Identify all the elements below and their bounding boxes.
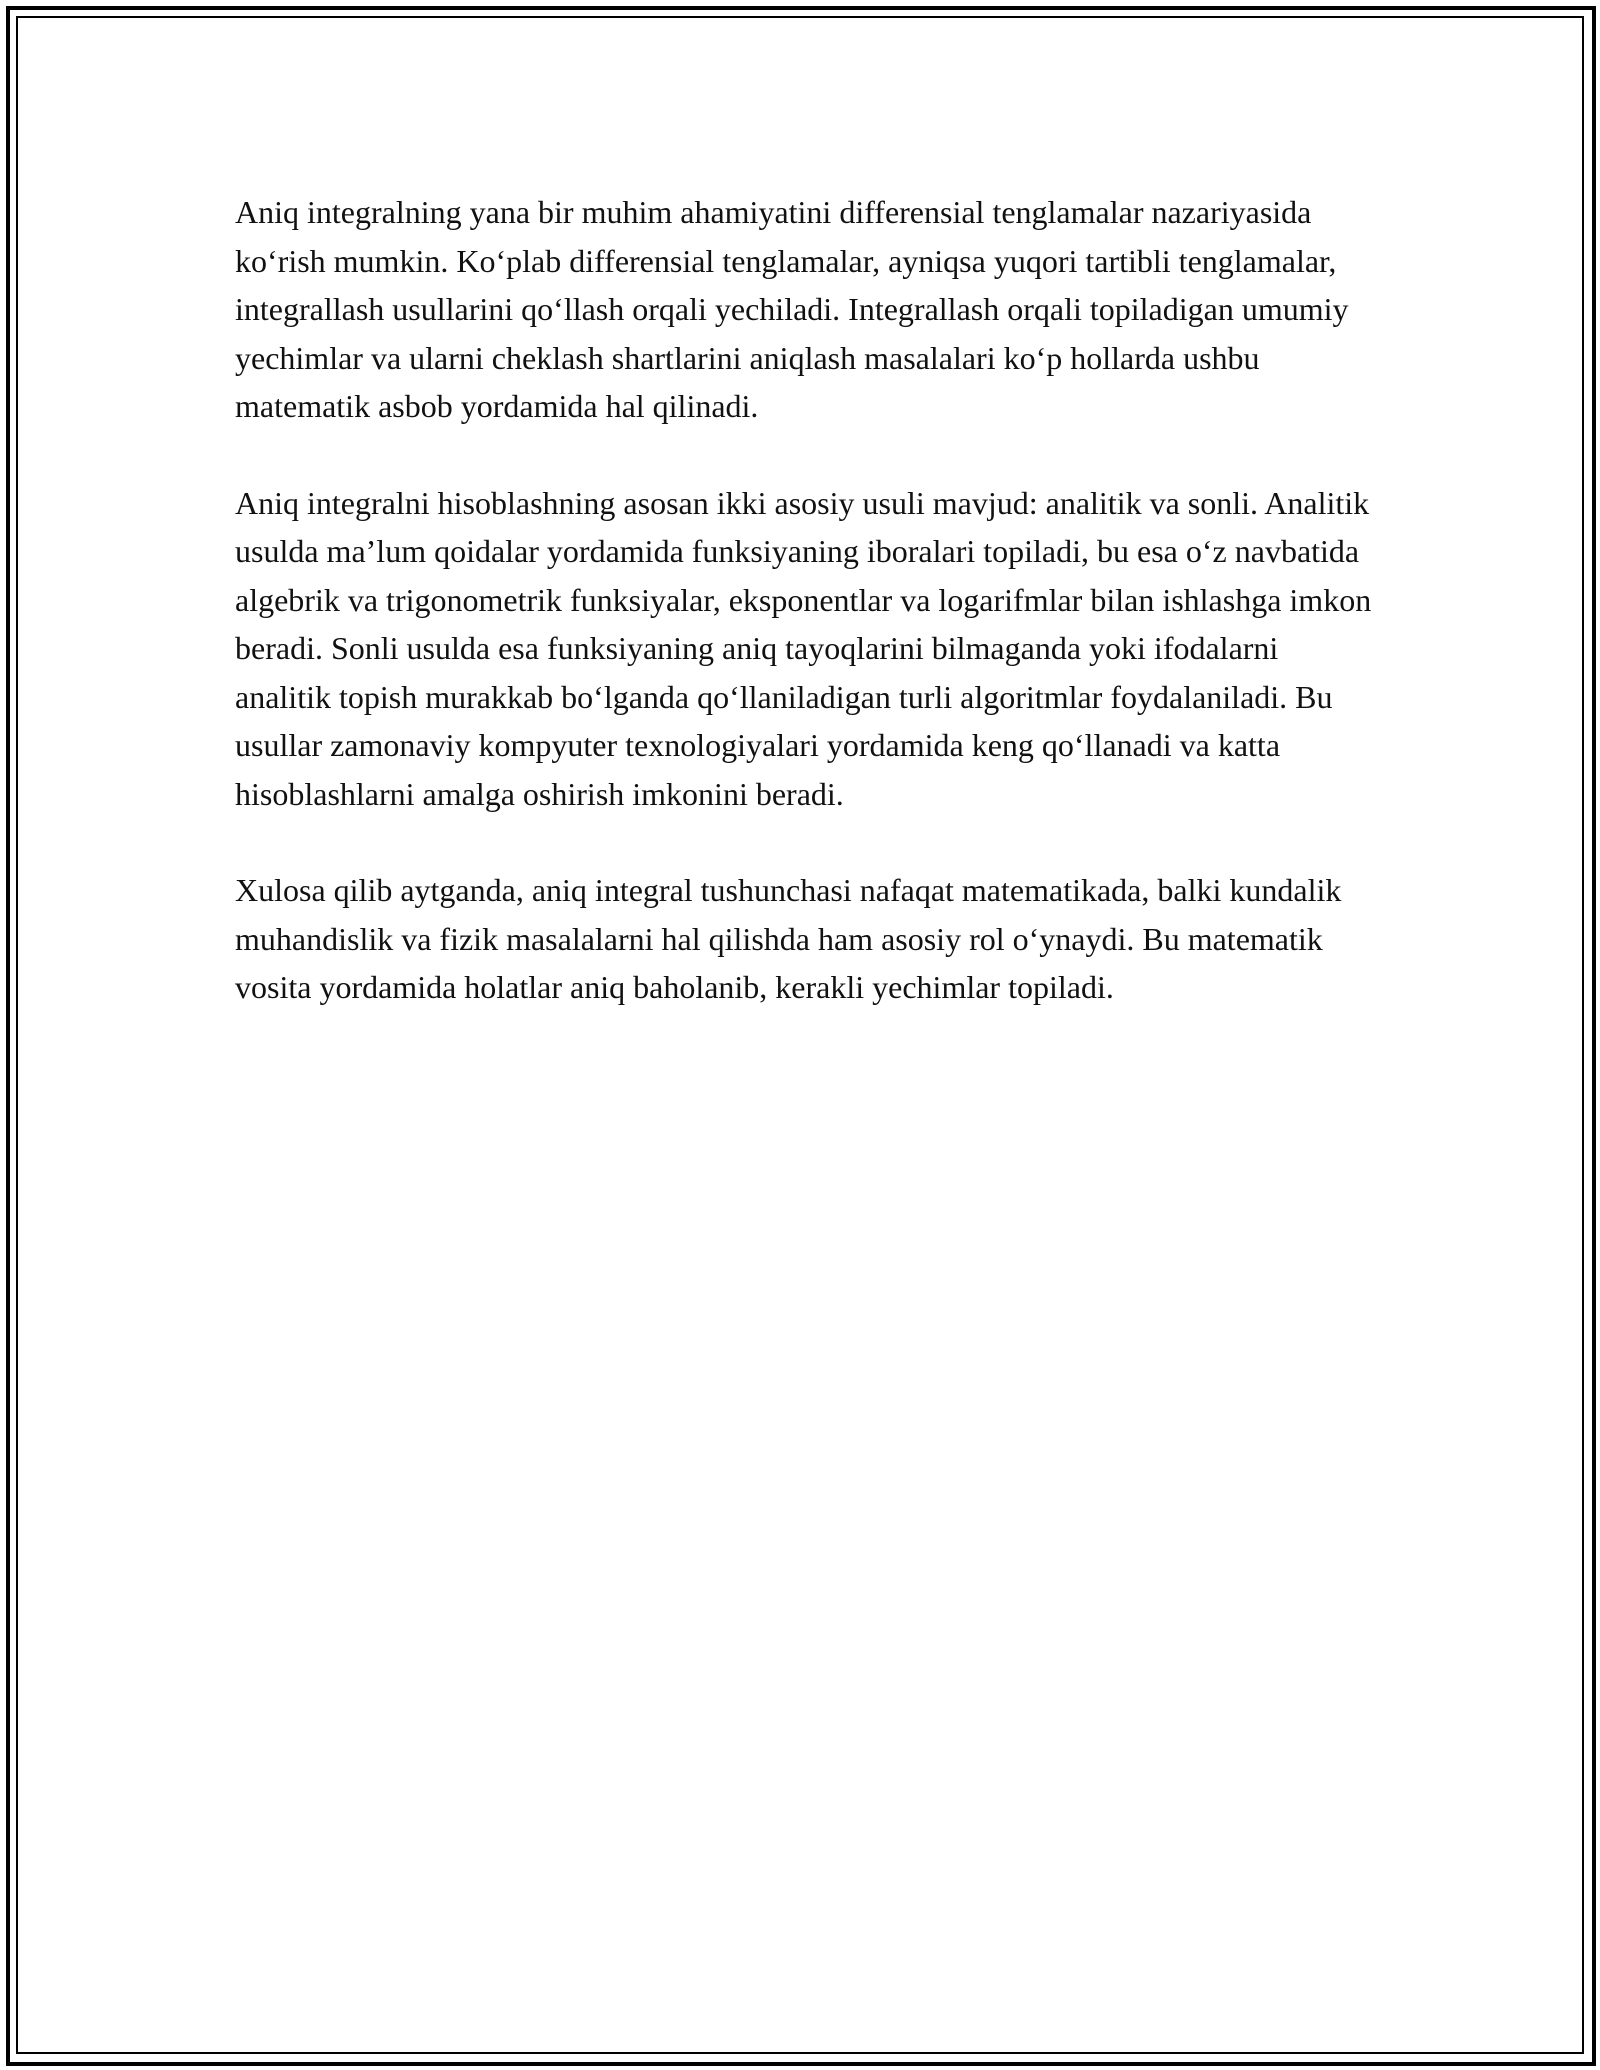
paragraph-1: Aniq integralning yana bir muhim ahamiyatini differensial tenglamalar nazariyasida ko‘rish mumkin. Ko‘plab differensial tenglamalar, ayniqsa yuqori tartibli tenglamalar, integrallash usullarini qo‘llash orqali yechiladi. Integrallash orqali topiladigan umumiy yechimlar va ularni cheklash shartlarini aniqlash masalalari ko‘p hollarda ushbu matematik asbob yordamida hal qilinadi. [235, 194, 1349, 424]
paragraph-2: Aniq integralni hisoblashning asosan ikki asosiy usuli mavjud: analitik va sonli. Analitik usulda ma’lum qoidalar yordamida funksiyaning iboralari topiladi, bu esa o‘z navbatida algebrik va trigonometrik funksiyalar, eksponentlar va logarifmlar bilan ishlashga imkon beradi. Sonli usulda esa funksiyaning aniq tayoqlarini bilmaganda yoki ifodalarni analitik topish murakkab bo‘lganda qo‘llaniladigan turli algoritmlar foydalaniladi. Bu usullar zamonaviy kompyuter texnologiyalari yordamida keng qo‘llanadi va katta hisoblashlarni amalga oshirish imkonini beradi. [235, 484, 1372, 812]
document-body [235, 188, 1375, 1060]
paragraph-3: Xulosa qilib aytganda, aniq integral tushunchasi nafaqat matematikada, balki kundalik muhandislik va fizik masalalarni hal qilishda ham asosiy rol o‘ynaydi. Bu matematik vosita yordamida holatlar aniq baholanib, kerakli yechimlar topiladi. [235, 872, 1342, 1005]
